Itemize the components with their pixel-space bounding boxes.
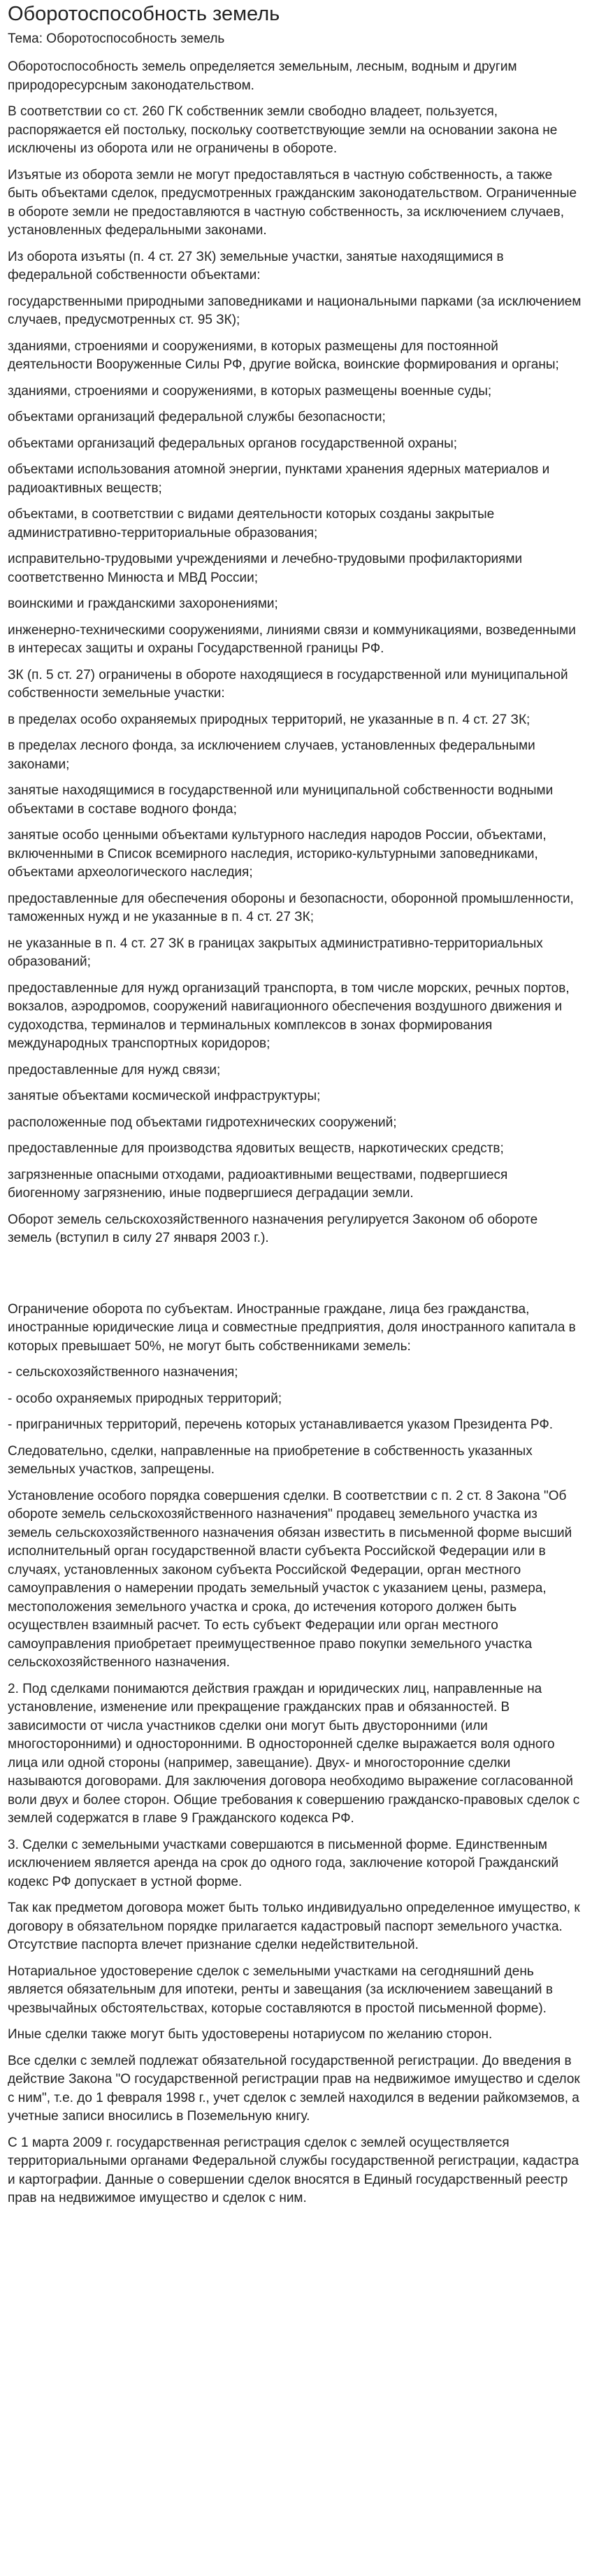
- paragraph: государственными природными заповедниками и национальными парками (за исключением случаев, предусмотренных ст. 95 ЗК);: [8, 294, 582, 327]
- paragraph: Изъятые из оборота земли не могут предоставляться в частную собственность, а также быть объектами сделок, предусмотренных гражданским законодательством. Ограниченные в обороте земли не предоставляются в частную собственность, за исключением случаев, установленных федеральными законами.: [8, 167, 577, 238]
- paragraph: - приграничных территорий, перечень которых устанавливается указом Президента РФ.: [8, 1417, 554, 1432]
- paragraph: 2. Под сделками понимаются действия граждан и юридических лиц, направленные на установление, изменение или прекращение гражданских прав и обязанностей. В зависимости от числа участников сделки они могут быть двусторонними (или многосторонними) и односторонними. В односторонней сделке выражается воля одного лица или одной стороны (например, завещание). Двух- и многосторонние сделки называются договорами. Для заключения договора необходимо выражение согласованной воли двух и более сторон. Общие требования к совершению гражданско-правовых сделок с землей содержатся в главе 9 Гражданского кодекса РФ.: [8, 1681, 580, 1826]
- paragraph: Иные сделки также могут быть удостоверены нотариусом по желанию сторон.: [8, 2027, 493, 2042]
- paragraph: Все сделки с землей подлежат обязательной государственной регистрации. До введения в действие Закона "О государственной регистрации прав на недвижимое имущество и сделок с ним", т.е. до 1 февраля 1998 г., учет сделок с землей находился в ведении райкомземов, а учетные записи вносились в Поземельную книгу.: [8, 2053, 580, 2124]
- paragraph: не указанные в п. 4 ст. 27 ЗК в границах закрытых административно-территориальных образований;: [8, 936, 543, 969]
- paragraph: зданиями, строениями и сооружениями, в которых размещены для постоянной деятельности Вооруженные Силы РФ, другие войска, воинские формирования и органы;: [8, 338, 559, 372]
- paragraph: Нотариальное удостоверение сделок с земельными участками на сегодняшний день является обязательным для ипотеки, ренты и завещания (за исключением завещаний в чрезвычайных обстоятельствах, которые составляются в простой письменной форме).: [8, 1963, 553, 2016]
- paragraph: объектами, в соответствии с видами деятельности которых созданы закрытые административно-территориальные образования;: [8, 507, 495, 541]
- paragraph: В соответствии со ст. 260 ГК собственник земли свободно владеет, пользуется, распоряжается ей постольку, поскольку соответствующие земли на основании закона не исключены из оборота или не ограничены в обороте.: [8, 104, 558, 156]
- paragraph: исправительно-трудовыми учреждениями и лечебно-трудовыми профилакториями соответственно Минюста и МВД России;: [8, 552, 523, 585]
- paragraph: расположенные под объектами гидротехнических сооружений;: [8, 1115, 397, 1130]
- paragraph: ЗК (п. 5 ст. 27) ограничены в обороте находящиеся в государственной или муниципальной собственности земельные участки:: [8, 667, 568, 701]
- paragraph: предоставленные для нужд связи;: [8, 1062, 221, 1078]
- paragraph: Оборот земель сельскохозяйственного назначения регулируется Законом об обороте земель (вступил в силу 27 января 2003 г.).: [8, 1212, 538, 1245]
- paragraph: предоставленные для производства ядовитых веществ, наркотических средств;: [8, 1141, 504, 1156]
- page-subtitle: Тема: Оборотоспособность земель: [8, 31, 225, 46]
- section-land-turnover: [8, 58, 582, 1248]
- paragraph: - особо охраняемых природных территорий;: [8, 1391, 282, 1406]
- page-title: Оборотоспособность земель: [8, 3, 280, 25]
- paragraph: инженерно-техническими сооружениями, линиями связи и коммуникациями, возведенными в интересах защиты и охраны Государственной границы РФ.: [8, 622, 576, 656]
- paragraph: в пределах особо охраняемых природных территорий, не указанные в п. 4 ст. 27 ЗК;: [8, 712, 530, 727]
- paragraph: занятые особо ценными объектами культурного наследия народов России, объектами, включенными в Список всемирного наследия, историко-культурными заповедниками, объектами археологического наследия;: [8, 828, 547, 880]
- section-subject-restrictions: [8, 1301, 582, 2208]
- paragraph: предоставленные для нужд организаций транспорта, в том числе морских, речных портов, вокзалов, аэродромов, сооружений навигационного обеспечения воздушного движения и судоходства, терминалов и терминальных комплексов в зонах формирования международных транспортных коридоров;: [8, 980, 570, 1051]
- paragraph: предоставленные для обеспечения обороны и безопасности, оборонной промышленности, таможенных нужд и не указанные в п. 4 ст. 27 ЗК;: [8, 891, 574, 924]
- paragraph: загрязненные опасными отходами, радиоактивными веществами, подвергшиеся биогенному загрязнению, иные подвергшиеся деградации земли.: [8, 1167, 508, 1201]
- paragraph: Ограничение оборота по субъектам. Иностранные граждане, лица без гражданства, иностранные юридические лица и совместные предприятия, доля иностранного капитала в которых превышает 50%, не могут быть собственниками земель:: [8, 1301, 576, 1354]
- paragraph: объектами организаций федеральной службы безопасности;: [8, 410, 386, 424]
- paragraph: занятые объектами космической инфраструктуры;: [8, 1089, 321, 1103]
- paragraph: 3. Сделки с земельными участками совершаются в письменной форме. Единственным исключением является аренда на срок до одного года, заключение которой Гражданский кодекс РФ допускает в устной форме.: [8, 1837, 559, 1889]
- paragraph: воинскими и гражданскими захоронениями;: [8, 596, 278, 611]
- paragraph: объектами использования атомной энергии, пунктами хранения ядерных материалов и радиоактивных веществ;: [8, 462, 550, 496]
- paragraph: Оборотоспособность земель определяется земельным, лесным, водным и другим природоресурсным законодательством.: [8, 59, 517, 93]
- paragraph: С 1 марта 2009 г. государственная регистрация сделок с землей осуществляется территориальными органами Федеральной службы государственной регистрации, кадастра и картографии. Данные о совершении сделок вносятся в Единый государственный реестр прав на недвижимое имущество и сделок с ним.: [8, 2135, 579, 2205]
- paragraph: Установление особого порядка совершения сделки. В соответствии с п. 2 ст. 8 Закона "Об обороте земель сельскохозяйственного назначения" продавец земельного участка из земель сельскохозяйственного назначения обязан известить в письменной форме высший исполнительный орган государственной власти субъекта Российской Федерации или в случаях, установленных законом субъекта Российской Федерации, орган местного самоуправления о намерении продать земельный участок с указанием цены, размера, местоположения земельного участка и срока, до истечения которого должен быть осуществлен взаимный расчет. То есть субъект Федерации или орган местного самоуправления приобретает преимущественное право покупки земельного участка сельскохозяйственного назначения.: [8, 1488, 572, 1670]
- paragraph: объектами организаций федеральных органов государственной охраны;: [8, 436, 458, 451]
- paragraph: занятые находящимися в государственной или муниципальной собственности водными объектами в составе водного фонда;: [8, 783, 554, 817]
- paragraph: зданиями, строениями и сооружениями, в которых размещены военные суды;: [8, 383, 492, 399]
- paragraph: - сельскохозяйственного назначения;: [8, 1365, 238, 1380]
- paragraph: Следовательно, сделки, направленные на приобретение в собственность указанных земельных участков, запрещены.: [8, 1443, 533, 1477]
- paragraph: Так как предметом договора может быть только индивидуально определенное имущество, к договору в обязательном порядке прилагается кадастровый паспорт земельного участка. Отсутствие паспорта влечет признание сделки недействительной.: [8, 1901, 580, 1952]
- paragraph: в пределах лесного фонда, за исключением случаев, установленных федеральными законами;: [8, 738, 535, 772]
- paragraph: Из оборота изъяты (п. 4 ст. 27 ЗК) земельные участки, занятые находящимися в федеральной собственности объектами:: [8, 249, 504, 282]
- section-spacer: [8, 1256, 582, 1301]
